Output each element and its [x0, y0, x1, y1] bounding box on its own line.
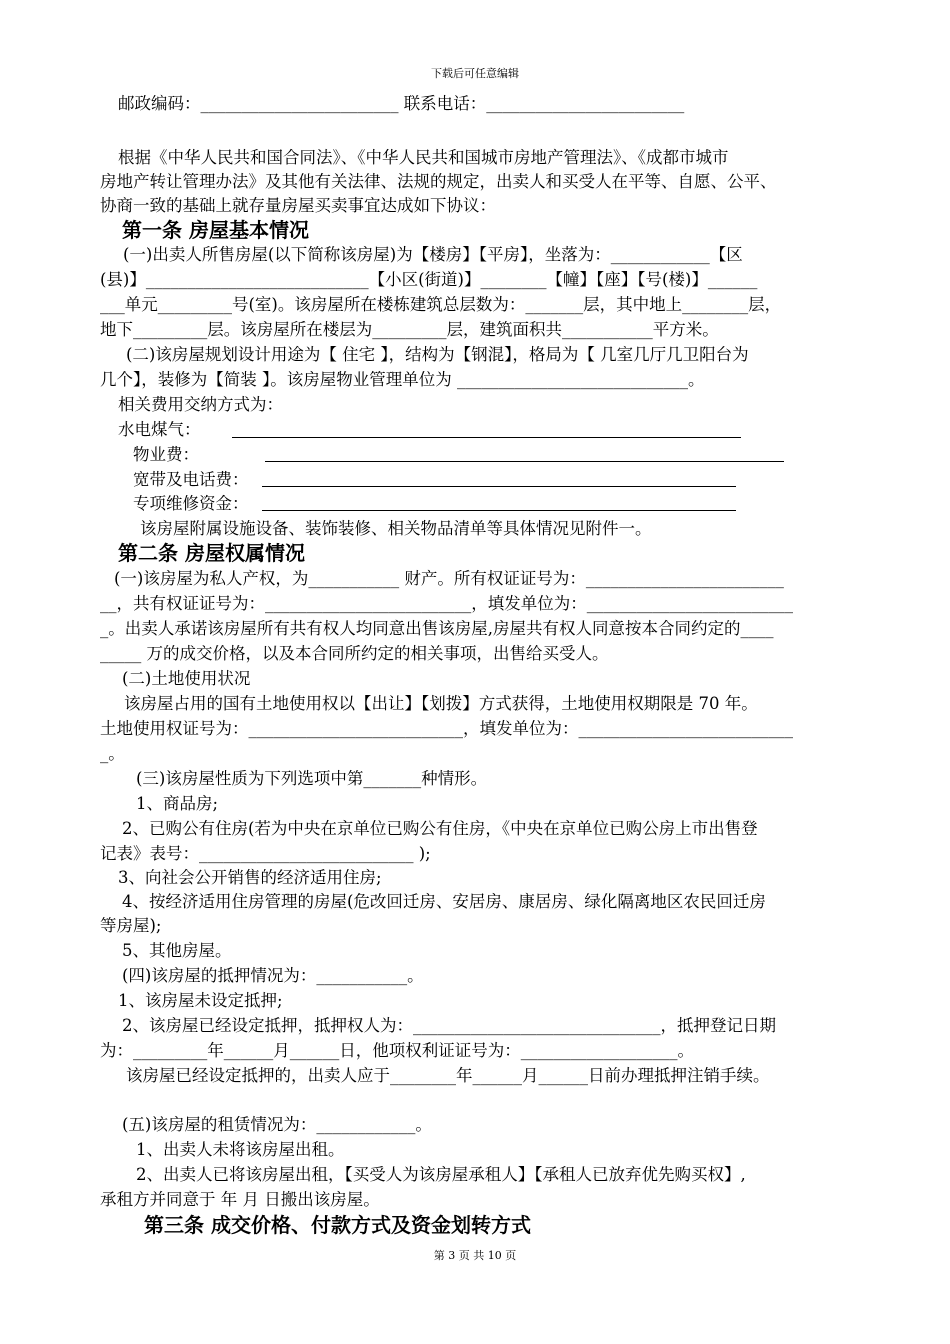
fee-property-blank	[265, 461, 784, 462]
fee-maintenance-blank	[262, 510, 736, 511]
a1-line-1: (一)出卖人所售房屋(以下简称该房屋)为【楼房】【平房】，坐落为：____________【区	[123, 245, 743, 264]
a2-line-4: _____ 万的成交价格，以及本合同所约定的相关事项，出售给买受人。	[100, 644, 609, 663]
article-3-heading: 第三条 成交价格、付款方式及资金划转方式	[144, 1213, 531, 1237]
mortgage-heading: (四)该房屋的抵押情况为：___________。	[122, 966, 424, 985]
page-footer: 第 3 页 共 10 页	[433, 1249, 517, 1262]
nature-option-5: 5、其他房屋。	[122, 941, 232, 960]
lease-option-2-line-2: 承租方并同意于 年 月 日搬出该房屋。	[100, 1190, 380, 1209]
nature-option-2-line-1: 2、已购公有住房(若为中央在京单位已购公有住房，《中央在京单位已购公房上市出售登	[122, 819, 758, 838]
fees-heading: 相关费用交纳方式为：	[118, 395, 283, 414]
a2-line-1: (一)该房屋为私人产权，为___________ 财产。所有权证证号为：________________________	[114, 569, 784, 588]
land-use-line-2: 土地使用权证号为：__________________________，填发单位为：__________________________	[100, 719, 793, 738]
fee-broadband-label: 宽带及电话费：	[133, 470, 249, 489]
a2-line-2: __，共有权证证号为：_________________________，填发单位为：_________________________	[100, 594, 793, 613]
nature-option-1: 1、商品房;	[136, 794, 219, 813]
fee-property-label: 物业费：	[133, 445, 199, 464]
postal-phone-line: 邮政编码：________________________ 联系电话：________________________	[118, 94, 685, 113]
nature-option-4-line-2: 等房屋);	[100, 916, 162, 935]
mortgage-option-2-line-2: 为：_________年______月______日，他项权利证证号为：___________________。	[100, 1041, 694, 1060]
a1-line-6: 几个】，装修为【简装 】。该房屋物业管理单位为 ____________________________。	[100, 370, 705, 389]
preamble-line-3: 协商一致的基础上就存量房屋买卖事宜达成如下协议：	[100, 196, 496, 215]
page-header: 下载后可任意编辑	[431, 67, 519, 80]
fee-utilities-label: 水电煤气：	[118, 420, 201, 439]
attachment-note: 该房屋附属设施设备、装饰装修、相关物品清单等具体情况见附件一。	[140, 519, 652, 538]
preamble-line-1: 根据《中华人民共和国合同法》、《中华人民共和国城市房地产管理法》、《成都市城市	[118, 148, 729, 167]
nature-option-3: 3、向社会公开销售的经济适用住房;	[118, 868, 382, 887]
fee-broadband-blank	[262, 486, 736, 487]
a2-line-3: _。出卖人承诺该房屋所有共有权人均同意出售该房屋,房屋共有权人同意按本合同约定的____	[100, 619, 774, 638]
lease-option-1: 1、出卖人未将该房屋出租。	[136, 1140, 345, 1159]
land-use-line-1: 该房屋占用的国有土地使用权以【出让】【划拨】方式获得，土地使用权期限是 70 年。	[124, 694, 758, 713]
mortgage-release-line: 该房屋已经设定抵押的，出卖人应于________年______月______日前办理抵押注销手续。	[126, 1066, 770, 1085]
nature-option-2-line-2: 记表》表号：__________________________ );	[100, 844, 431, 863]
article-2-heading: 第二条 房屋权属情况	[118, 541, 305, 565]
nature-option-4-line-1: 4、按经济适用住房管理的房屋(危改回迁房、安居房、康居房、绿化隔离地区农民回迁房	[122, 892, 766, 911]
a1-line-3: ___单元_________号(室)。该房屋所在楼栋建筑总层数为：_______层，其中地上________层，	[100, 295, 782, 314]
a1-line-4: 地下_________层。该房屋所在楼层为_________层，建筑面积共___________平方米。	[100, 320, 719, 339]
mortgage-option-2-line-1: 2、该房屋已经设定抵押，抵押权人为：______________________________，抵押登记日期	[122, 1016, 776, 1035]
land-use-heading: (二)土地使用状况	[122, 669, 251, 688]
mortgage-option-1: 1、该房屋未设定抵押;	[118, 991, 283, 1010]
a1-line-2: (县)】___________________________【小区(街道)】________【幢】【座】【号(楼)】______	[100, 270, 758, 289]
property-nature-heading: (三)该房屋性质为下列选项中第_______种情形。	[136, 769, 488, 788]
fee-utilities-blank	[232, 437, 741, 438]
lease-heading: (五)该房屋的租赁情况为：____________。	[122, 1115, 432, 1134]
a1-line-5: (二)该房屋规划设计用途为【 住宅 】，结构为【钢混】，格局为【 几室几厅几卫阳台为	[126, 345, 749, 364]
lease-option-2-line-1: 2、出卖人已将该房屋出租，【买受人为该房屋承租人】【承租人已放弃优先购买权】,	[136, 1165, 746, 1184]
article-1-heading: 第一条 房屋基本情况	[122, 218, 309, 242]
preamble-line-2: 房地产转让管理办法》及其他有关法律、法规的规定，出卖人和买受人在平等、自愿、公平、	[100, 172, 777, 191]
land-use-line-3: _。	[100, 744, 125, 763]
fee-maintenance-label: 专项维修资金：	[133, 494, 249, 513]
